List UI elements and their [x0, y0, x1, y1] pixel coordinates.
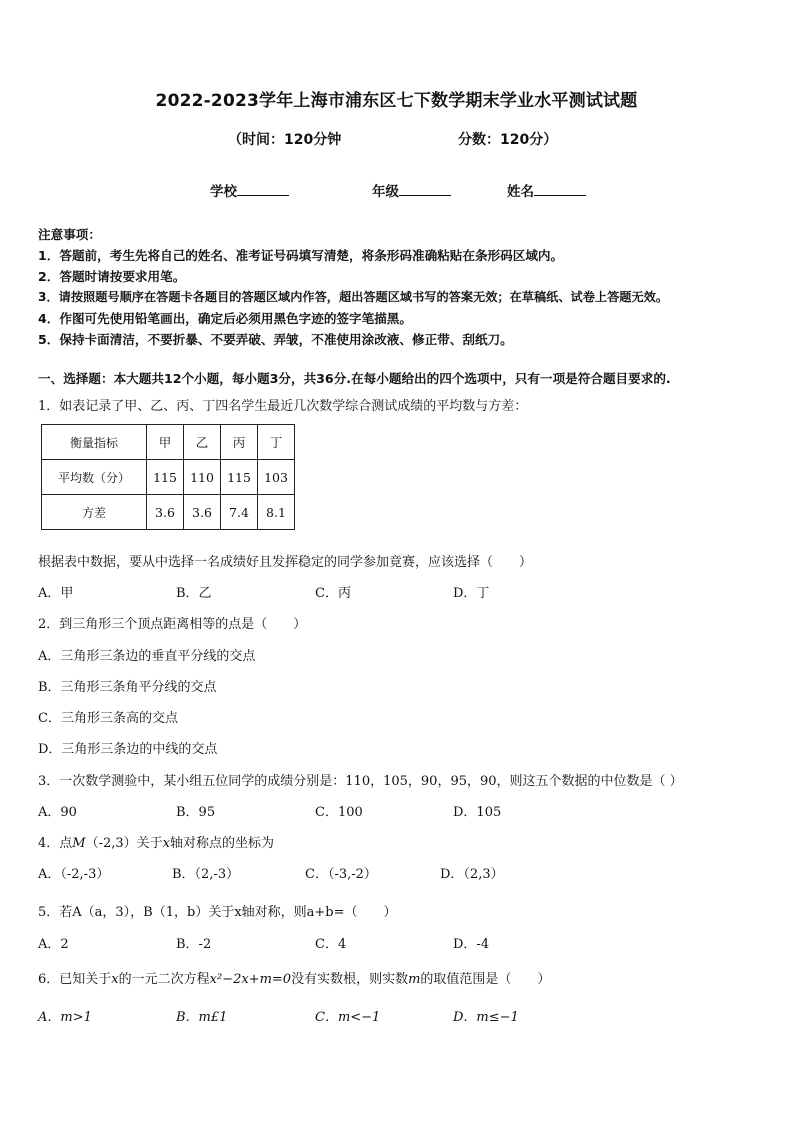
exam-title: 2022-2023学年上海市浦东区七下数学期末学业水平测试试题 — [155, 91, 638, 111]
q5-option-b[interactable]: B．-2 — [176, 937, 212, 952]
q4-option-a[interactable]: A．（-2,-3） — [38, 867, 110, 882]
table-cell: 乙 — [184, 425, 221, 460]
q4-axis-x: x — [162, 836, 171, 851]
q6-stem-prefix: 6．已知关于 — [38, 972, 112, 987]
name-label: 姓名 — [507, 184, 534, 200]
q4-var-m: M — [72, 836, 86, 851]
q5-option-d[interactable]: D．-4 — [453, 937, 490, 952]
table-row — [42, 495, 295, 530]
table-cell: 方差 — [42, 495, 147, 530]
table-row — [42, 460, 295, 495]
q3-stem: 3．一次数学测验中，某小组五位同学的成绩分别是：110，105，90，95，90，则这五个数据的中位数是（ ） — [38, 774, 683, 789]
q2-option-a[interactable]: A．三角形三条边的垂直平分线的交点 — [38, 649, 256, 664]
section-heading: 一、选择题：本大题共12个小题，每小题3分，共36分.在每小题给出的四个选项中，只有一项是符合题目要求的. — [38, 371, 671, 386]
q4-option-d[interactable]: D．（2,3） — [440, 867, 504, 882]
notice-block — [38, 224, 768, 350]
q1-question: 根据表中数据，要从中选择一名成绩好且发挥稳定的同学参加竟赛，应该选择（ ） — [38, 555, 533, 570]
score-table — [41, 424, 295, 530]
table-cell: 3.6 — [147, 495, 184, 530]
notice-item: 5．保持卡面清洁，不要折暴、不要弄破、弄皱，不准使用涂改液、修正带、刮纸刀。 — [38, 332, 513, 347]
q6-option-b[interactable]: B．m£1 — [176, 1010, 228, 1025]
table-cell: 衡量指标 — [42, 425, 147, 460]
q6-var-x: x — [111, 972, 119, 987]
q3-option-c[interactable]: C．100 — [315, 805, 363, 820]
q2-option-d[interactable]: D．三角形三条边的中线的交点 — [38, 742, 218, 757]
grade-label: 年级 — [372, 184, 399, 200]
q5-option-a[interactable]: A．2 — [38, 937, 69, 952]
table-cell: 115 — [147, 460, 184, 495]
q4-stem-prefix: 4．点 — [38, 836, 73, 851]
grade-blank — [399, 181, 451, 196]
table-cell: 甲 — [147, 425, 184, 460]
table-row — [42, 425, 295, 460]
table-cell: 7.4 — [221, 495, 258, 530]
table-cell: 103 — [258, 460, 295, 495]
table-cell: 110 — [184, 460, 221, 495]
q1-stem: 1．如表记录了甲、乙、丙、丁四名学生最近几次数学综合测试成绩的平均数与方差： — [38, 399, 528, 414]
exam-score: 分数：120分） — [458, 132, 558, 148]
notice-item: 2．答题时请按要求用笔。 — [38, 269, 186, 284]
student-info — [0, 180, 793, 202]
q6-equation: x²−2x+m=0 — [209, 972, 292, 987]
grade-field — [372, 180, 451, 200]
q2-option-b[interactable]: B．三角形三条角平分线的交点 — [38, 680, 217, 695]
q6-option-c[interactable]: C．m<−1 — [315, 1010, 381, 1025]
q4-point: （-2,3）关于 — [85, 836, 163, 851]
q6-stem — [38, 968, 550, 987]
q6-var-m: m — [408, 972, 421, 987]
q3-option-d[interactable]: D．105 — [453, 805, 502, 820]
table-cell: 3.6 — [184, 495, 221, 530]
notice-item: 4．作图可先使用铅笔画出，确定后必须用黑色字迹的签字笔描黑。 — [38, 311, 412, 326]
q2-option-c[interactable]: C．三角形三条高的交点 — [38, 711, 178, 726]
table-cell: 平均数（分） — [42, 460, 147, 495]
q1-option-c[interactable]: C．丙 — [315, 586, 351, 601]
exam-time: （时间：120分钟 — [228, 132, 342, 148]
q5-stem: 5．若A（a，3），B（1，b）关于x轴对称，则a+b=（ ） — [38, 905, 397, 920]
name-blank — [534, 181, 586, 196]
q5-option-c[interactable]: C．4 — [315, 937, 347, 952]
name-field — [507, 180, 586, 200]
q6-stem-mid: 的一元二次方程 — [118, 972, 210, 987]
table-cell: 115 — [221, 460, 258, 495]
q1-option-a[interactable]: A．甲 — [38, 586, 74, 601]
table-cell: 丙 — [221, 425, 258, 460]
q4-stem-suffix: 轴对称点的坐标为 — [170, 836, 275, 851]
notice-heading: 注意事项： — [38, 227, 101, 242]
table-cell: 8.1 — [258, 495, 295, 530]
notice-item: 3．请按照题号顺序在答题卡各题目的答题区域内作答，超出答题区域书写的答案无效；在草稿纸、试卷上答题无效。 — [38, 290, 669, 304]
time-score-line — [0, 129, 793, 149]
school-label: 学校 — [210, 184, 237, 200]
q4-option-c[interactable]: C．（-3,-2） — [305, 867, 377, 882]
q6-stem-suffix: 的取值范围是（ ） — [420, 972, 551, 987]
q3-option-b[interactable]: B．95 — [176, 805, 216, 820]
q4-stem — [38, 832, 274, 851]
table-cell: 丁 — [258, 425, 295, 460]
q2-stem: 2．到三角形三个顶点距离相等的点是（ ） — [38, 617, 307, 632]
q3-option-a[interactable]: A．90 — [38, 805, 77, 820]
q6-option-a[interactable]: A．m>1 — [38, 1010, 92, 1025]
q6-stem-mid2: 没有实数根，则实数 — [291, 972, 409, 987]
q1-option-d[interactable]: D．丁 — [453, 586, 490, 601]
q4-option-b[interactable]: B．（2,-3） — [172, 867, 240, 882]
q6-option-d[interactable]: D．m≤−1 — [453, 1010, 519, 1025]
school-field — [210, 180, 289, 200]
notice-item: 1．答题前，考生先将自己的姓名、准考证号码填写清楚，将条形码准确粘贴在条形码区域内。 — [38, 248, 564, 263]
school-blank — [237, 181, 289, 196]
q1-option-b[interactable]: B．乙 — [176, 586, 212, 601]
